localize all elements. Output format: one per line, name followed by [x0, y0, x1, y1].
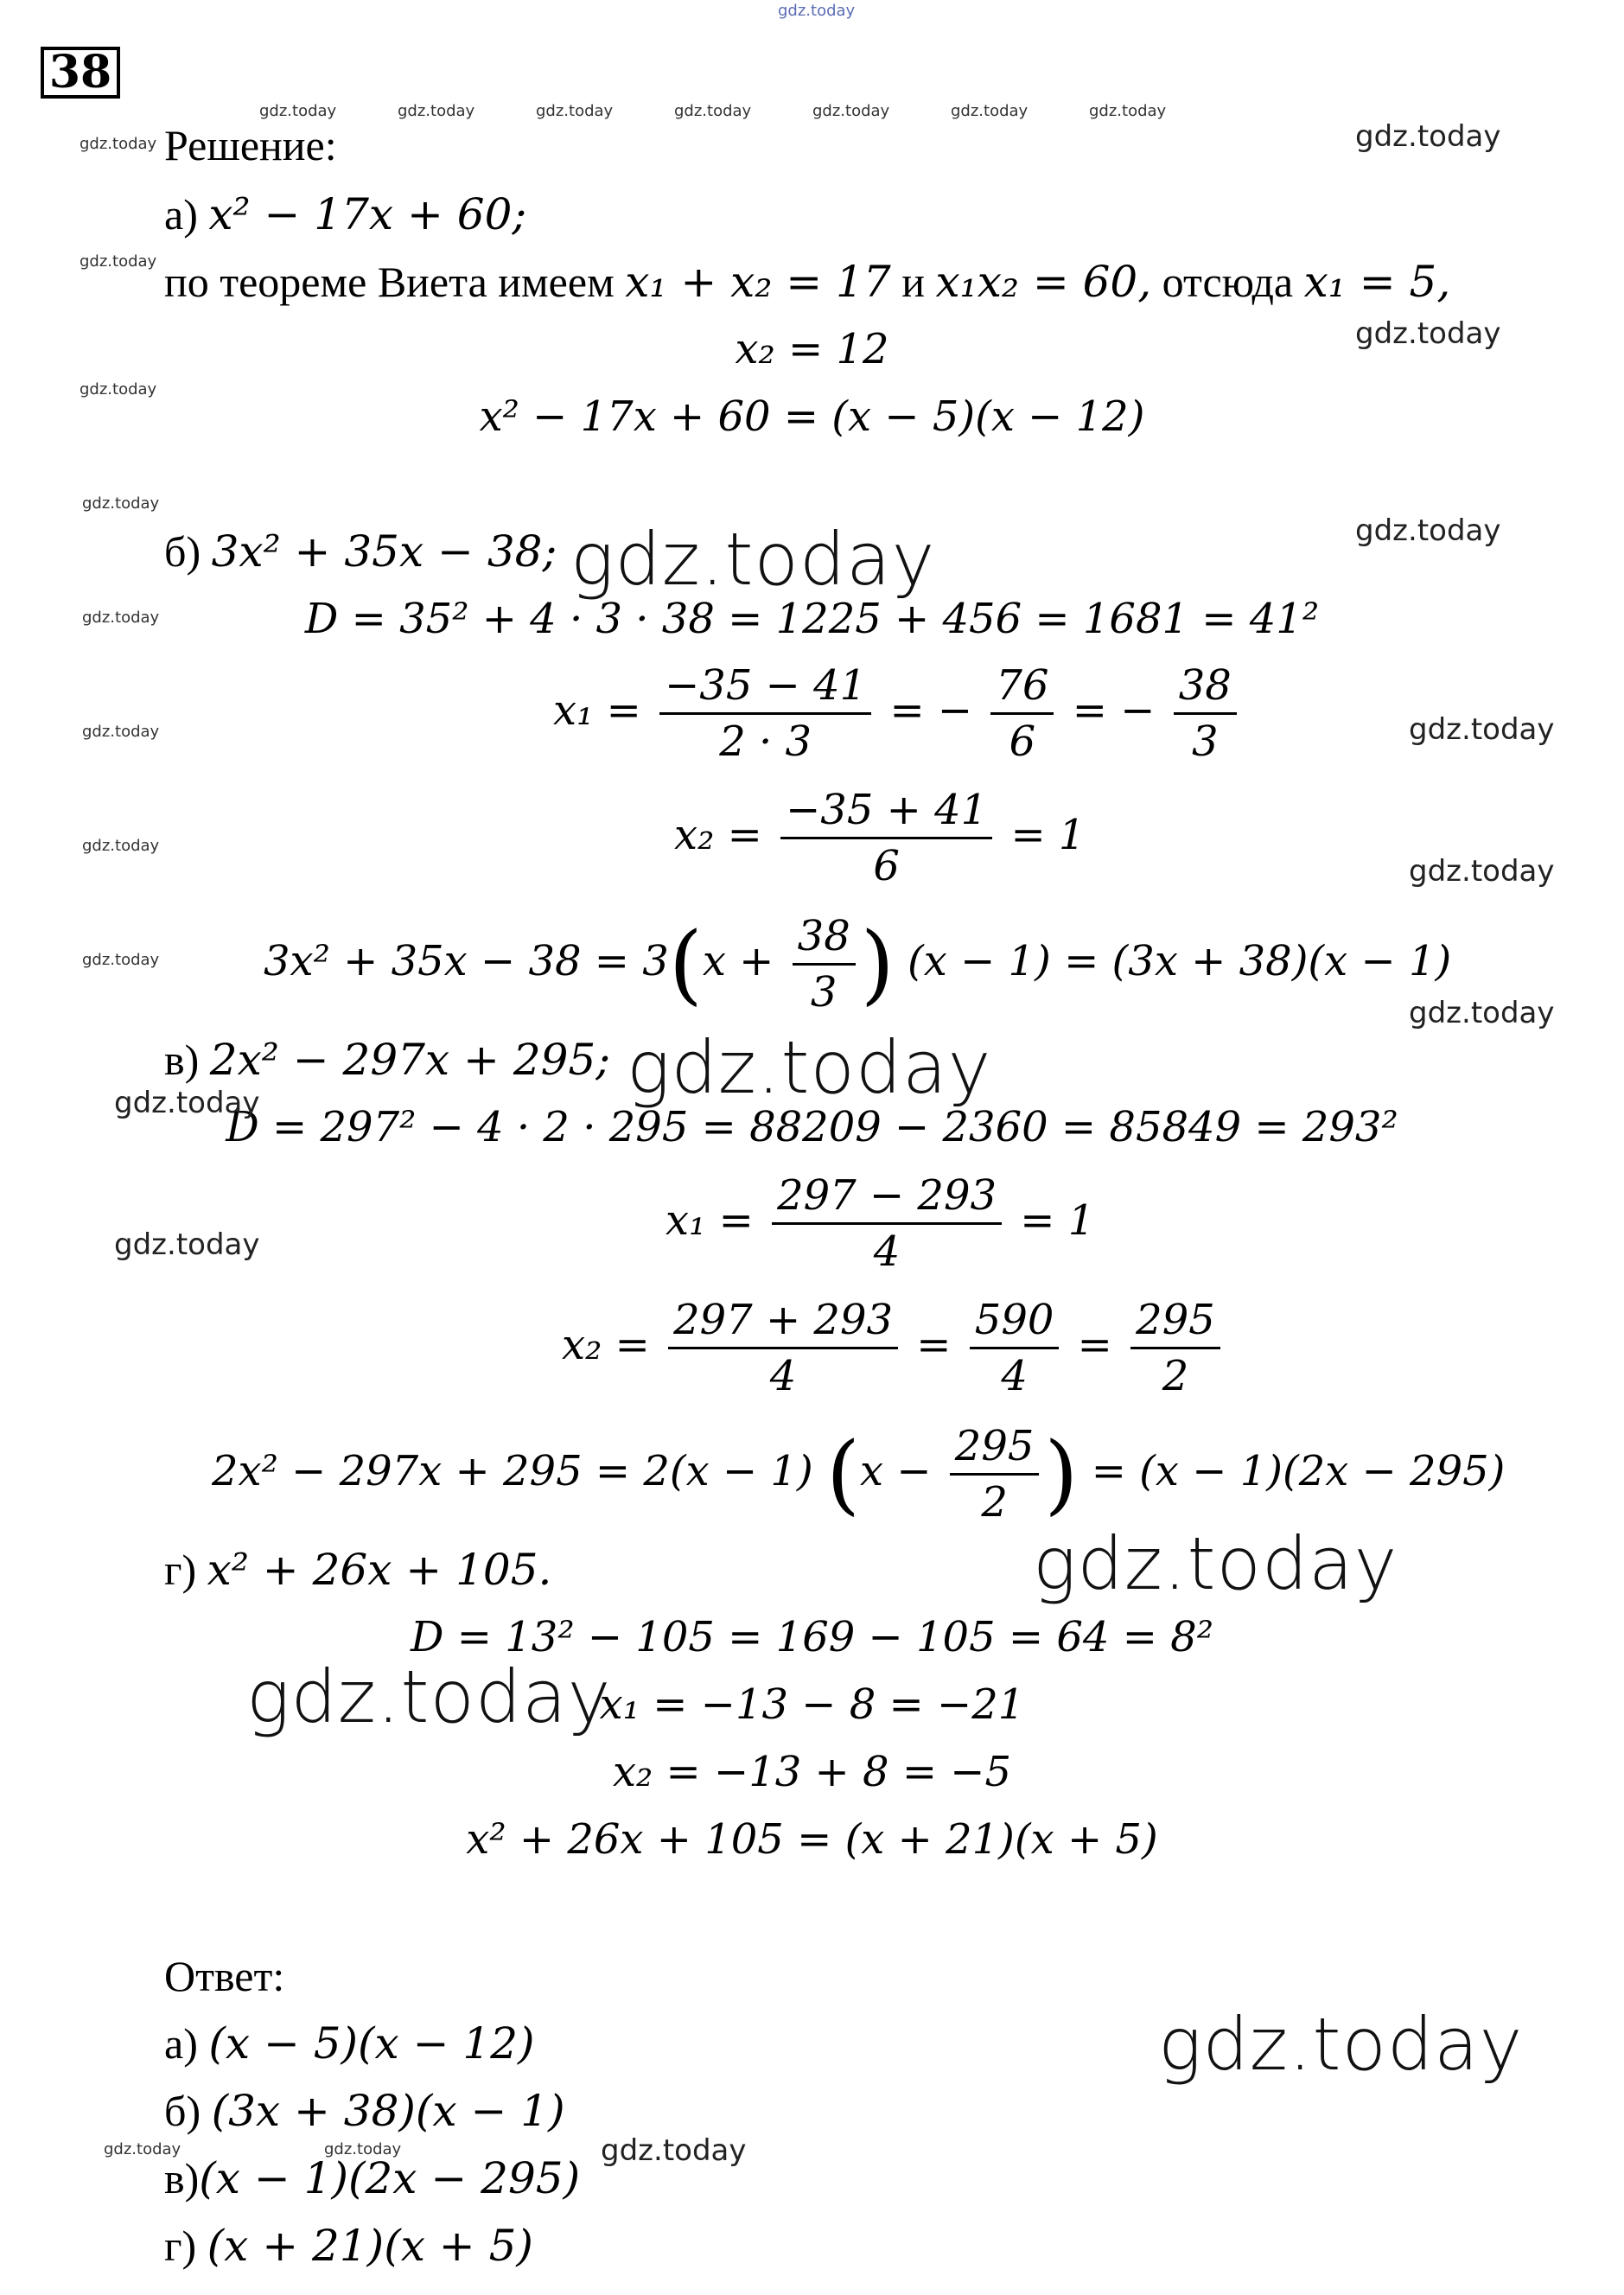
watermark: gdz.today — [570, 517, 936, 602]
watermark: gdz.today — [1355, 513, 1501, 548]
watermark: gdz.today — [114, 1086, 260, 1120]
answer-item — [164, 2152, 580, 2204]
part-g-x1: x₁ = −13 − 8 = −21 — [599, 1680, 1025, 1729]
watermark: gdz.today — [1089, 102, 1167, 120]
fraction-denominator: 4 — [769, 1352, 797, 1400]
fact-rhs: (x − 1) = (3x + 38)(x − 1) — [908, 937, 1452, 985]
part-a-x2: x₂ = 12 — [735, 325, 889, 373]
watermark: gdz.today — [812, 102, 890, 120]
fraction-numerator: 38 — [1174, 659, 1237, 715]
watermark: gdz.today — [601, 2133, 747, 2168]
fact-inner: x + — [702, 937, 774, 985]
answer-value: (x − 1)(2x − 295) — [199, 2153, 581, 2203]
right-paren: ) — [860, 913, 895, 1015]
x1-rhs: = 1 — [1020, 1196, 1095, 1245]
fact-fraction — [950, 1419, 1040, 1529]
answer-label: в) — [164, 2154, 200, 2203]
fraction-numerator: 295 — [950, 1419, 1040, 1476]
vieta-hence: отсюда — [1162, 258, 1294, 306]
watermark: gdz.today — [259, 102, 337, 120]
fraction-denominator: 2 — [981, 1478, 1008, 1527]
right-paren: ) — [1044, 1423, 1079, 1525]
answer-heading: Ответ: — [164, 1952, 285, 2000]
vieta-and: и — [901, 258, 925, 306]
fraction-numerator: 297 − 293 — [772, 1169, 1002, 1225]
fraction-denominator: 4 — [1001, 1352, 1028, 1400]
fraction-numerator: 38 — [793, 909, 856, 966]
fraction-denominator: 6 — [1009, 717, 1036, 766]
fraction-numerator: 590 — [970, 1293, 1060, 1349]
part-a-line — [164, 188, 526, 240]
part-g-factored: x² + 26x + 105 = (x + 21)(x + 5) — [466, 1815, 1158, 1864]
fraction-denominator: 6 — [873, 842, 900, 890]
x2-fraction — [780, 783, 992, 893]
left-paren: ( — [668, 913, 703, 1015]
fraction-denominator: 2 — [1162, 1352, 1189, 1400]
fact-lhs: 3x² + 35x − 38 = 3 — [264, 937, 669, 985]
fact-fraction — [793, 909, 856, 1019]
answer-value: (3x + 38)(x − 1) — [211, 2086, 565, 2136]
answer-item — [164, 2220, 533, 2272]
watermark: gdz.today — [104, 2140, 182, 2158]
answer-value: (x + 21)(x + 5) — [207, 2221, 533, 2271]
x1-lhs: x₁ = — [666, 1196, 754, 1245]
watermark: gdz.today — [82, 951, 160, 969]
part-b-discriminant: D = 35² + 4 · 3 · 38 = 1225 + 456 = 1681 = 41² — [304, 595, 1320, 643]
watermark: gdz.today — [536, 102, 614, 120]
answer-item — [164, 2085, 565, 2137]
part-a-expr: x² − 17x + 60; — [208, 189, 527, 239]
part-v-x1-equation — [666, 1167, 1094, 1278]
part-b-label: б) — [164, 527, 201, 576]
part-v-factorization — [212, 1418, 1505, 1529]
vieta-x1: x₁ = 5, — [1303, 257, 1451, 307]
x2-rhs: = 1 — [1010, 811, 1086, 859]
fact-lhs: 2x² − 297x + 295 = 2(x − 1) — [212, 1447, 813, 1495]
vieta-product: x₁x₂ = 60, — [935, 257, 1152, 307]
watermark: gdz.today — [324, 2140, 402, 2158]
answer-value: (x − 5)(x − 12) — [208, 2018, 535, 2069]
part-g-label: г) — [164, 1546, 197, 1594]
watermark: gdz.today — [1409, 712, 1555, 747]
watermark: gdz.today — [1158, 2002, 1524, 2087]
left-paren: ( — [825, 1423, 860, 1525]
part-g-line — [164, 1544, 551, 1596]
solution-heading: Решение: — [164, 121, 337, 169]
watermark: gdz.today — [80, 252, 157, 271]
part-v-discriminant: D = 297² − 4 · 2 · 295 = 88209 − 2360 = 85849 = 293² — [226, 1103, 1398, 1151]
part-g-x2: x₂ = −13 + 8 = −5 — [612, 1748, 1012, 1796]
fraction-denominator: 2 · 3 — [719, 717, 812, 766]
part-v-expr: 2x² − 297x + 295; — [209, 1035, 611, 1085]
watermark: gdz.today — [82, 609, 160, 627]
part-b-x2-equation — [674, 781, 1085, 893]
watermark: gdz.today — [627, 1025, 992, 1110]
answer-item — [164, 2018, 535, 2069]
watermark: gdz.today — [246, 1654, 612, 1739]
x1-fraction-3 — [1174, 659, 1237, 768]
watermark: gdz.today — [1355, 119, 1501, 154]
watermark: gdz.today — [778, 2, 856, 20]
part-v-label: в) — [164, 1036, 200, 1084]
part-a-label: а) — [164, 190, 198, 239]
part-a-vieta-line — [164, 256, 1450, 308]
part-a-factored: x² − 17x + 60 = (x − 5)(x − 12) — [479, 392, 1145, 441]
vieta-sum: x₁ + x₂ = 17 — [625, 257, 891, 307]
fraction-denominator: 3 — [810, 968, 837, 1017]
part-v-x2-equation — [562, 1291, 1226, 1403]
watermark: gdz.today — [82, 837, 160, 855]
watermark: gdz.today — [1409, 996, 1555, 1030]
watermark: gdz.today — [1033, 1521, 1398, 1606]
part-g-expr: x² + 26x + 105. — [207, 1545, 552, 1595]
fraction-numerator: 295 — [1130, 1293, 1220, 1349]
watermark: gdz.today — [951, 102, 1029, 120]
watermark: gdz.today — [80, 380, 157, 398]
equals: = — [1077, 1321, 1112, 1369]
watermark: gdz.today — [82, 494, 160, 513]
watermark: gdz.today — [1355, 316, 1501, 351]
answer-label: а) — [164, 2019, 198, 2068]
answer-label: б) — [164, 2087, 201, 2135]
watermark: gdz.today — [82, 723, 160, 741]
x1-fraction — [772, 1169, 1002, 1278]
x2-lhs: x₂ = — [674, 811, 762, 859]
x2-fraction-2 — [970, 1293, 1060, 1403]
problem-number: 38 — [41, 47, 120, 99]
answer-label: г) — [164, 2222, 197, 2270]
fraction-numerator: 297 + 293 — [668, 1293, 898, 1349]
fact-rhs: = (x − 1)(2x − 295) — [1091, 1447, 1506, 1495]
part-b-x1-equation — [553, 657, 1242, 768]
x1-fraction-1 — [659, 659, 871, 768]
fraction-numerator: 76 — [990, 659, 1054, 715]
equals: = — [916, 1321, 952, 1369]
fraction-denominator: 4 — [873, 1227, 901, 1276]
fact-inner: x − — [859, 1447, 932, 1495]
part-g-discriminant: D = 13² − 105 = 169 − 105 = 64 = 8² — [411, 1613, 1213, 1661]
part-b-factorization — [264, 908, 1451, 1019]
equals-minus: = − — [889, 686, 973, 735]
x2-fraction-1 — [668, 1293, 898, 1403]
part-b-line — [164, 526, 557, 577]
equals-minus: = − — [1072, 686, 1156, 735]
part-b-expr: 3x² + 35x − 38; — [211, 526, 557, 577]
part-v-line — [164, 1034, 610, 1086]
x1-lhs: x₁ = — [553, 686, 641, 735]
watermark: gdz.today — [674, 102, 752, 120]
x1-fraction-2 — [990, 659, 1054, 768]
x2-fraction-3 — [1130, 1293, 1220, 1403]
fraction-numerator: −35 − 41 — [659, 659, 871, 715]
watermark: gdz.today — [398, 102, 475, 120]
vieta-prefix: по теореме Виета имеем — [164, 258, 615, 306]
watermark: gdz.today — [80, 135, 157, 153]
fraction-numerator: −35 + 41 — [780, 783, 992, 839]
watermark: gdz.today — [1409, 854, 1555, 889]
x2-lhs: x₂ = — [562, 1321, 650, 1369]
watermark: gdz.today — [114, 1227, 260, 1262]
fraction-denominator: 3 — [1191, 717, 1219, 766]
